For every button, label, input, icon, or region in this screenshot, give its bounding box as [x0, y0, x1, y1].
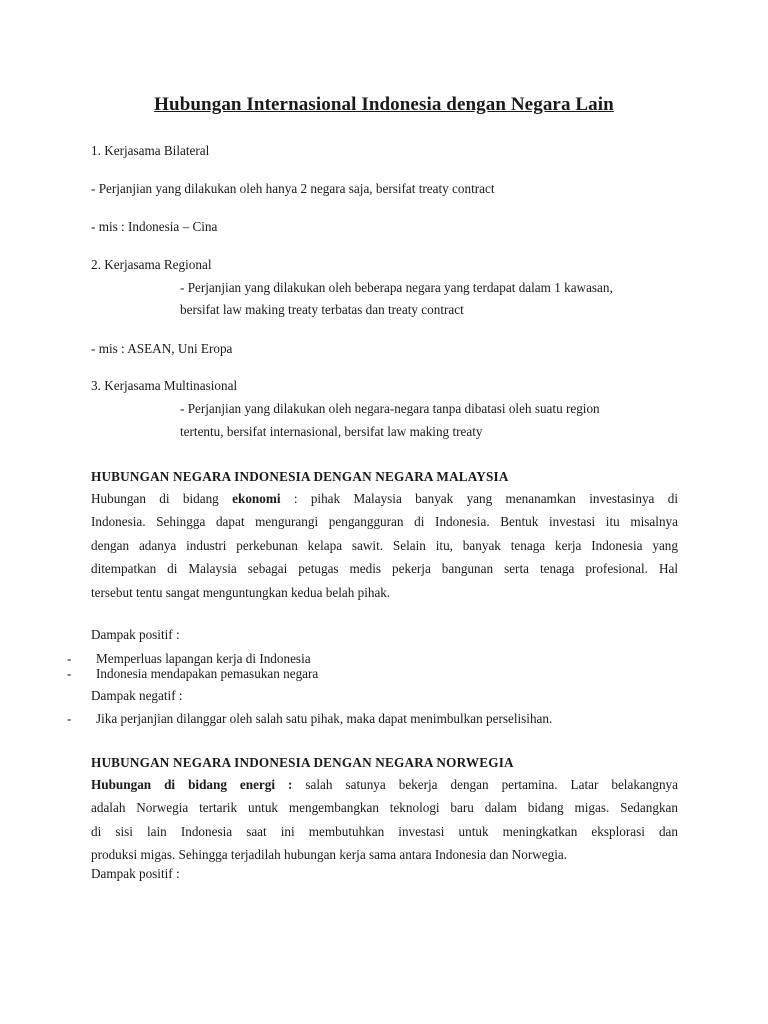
malaysia-paragraph-line: [91, 487, 678, 510]
norwegia-heading: HUBUNGAN NEGARA INDONESIA DENGAN NEGARA NORWEGIA: [91, 755, 514, 770]
norwegia-text: salah satunya bekerja dengan pertamina. Latar belakangnya: [292, 777, 678, 792]
norwegia-paragraph-line: adalah Norwegia tertarik untuk mengembangkan teknologi baru dalam bidang migas. Sedangkan: [91, 800, 678, 816]
bullet-dash: -: [67, 666, 72, 681]
page-title: Hubungan Internasional Indonesia dengan Negara Lain: [154, 94, 614, 115]
malaysia-text: : pihak Malaysia banyak yang menanamkan investasinya di: [280, 491, 678, 506]
bilateral-example: - mis : Indonesia – Cina: [91, 219, 218, 234]
norwegia-bold-term: Hubungan di bidang energi :: [91, 777, 293, 792]
bullet-dash: -: [67, 651, 72, 666]
norwegia-paragraph: [91, 773, 678, 867]
malaysia-paragraph-line: ditempatkan di Malaysia sebagai petugas medis pekerja bangunan serta tenaga profesional. Hal: [91, 561, 678, 577]
norwegia-positive-label: Dampak positif :: [91, 866, 180, 881]
malaysia-paragraph-line: tersebut tentu sangat menguntungkan kedua belah pihak.: [91, 584, 391, 600]
malaysia-paragraph-line: Indonesia. Sehingga dapat mengurangi pengangguran di Indonesia. Bentuk investasi itu misalnya: [91, 514, 678, 530]
bilateral-heading: 1. Kerjasama Bilateral: [91, 143, 210, 158]
malaysia-heading: HUBUNGAN NEGARA INDONESIA DENGAN NEGARA MALAYSIA: [91, 469, 509, 484]
malaysia-negative-label: Dampak negatif :: [91, 688, 183, 703]
regional-desc-line1: - Perjanjian yang dilakukan oleh beberapa negara yang terdapat dalam 1 kawasan,: [180, 280, 613, 295]
regional-example: - mis : ASEAN, Uni Eropa: [91, 341, 233, 356]
norwegia-paragraph-line: [91, 773, 678, 796]
malaysia-negative-item: Jika perjanjian dilanggar oleh salah satu pihak, maka dapat menimbulkan perselisihan.: [96, 711, 553, 726]
norwegia-paragraph-line: produksi migas. Sehingga terjadilah hubungan kerja sama antara Indonesia dan Norwegia.: [91, 847, 568, 863]
multinational-desc-line2: tertentu, bersifat internasional, bersifat law making treaty: [180, 424, 483, 439]
regional-desc-line2: bersifat law making treaty terbatas dan treaty contract: [180, 302, 464, 317]
norwegia-paragraph-line: di sisi lain Indonesia saat ini membutuhkan investasi untuk meningkatkan eksplorasi dan: [91, 823, 678, 839]
malaysia-positive-label: Dampak positif :: [91, 627, 180, 642]
malaysia-positive-item: Indonesia mendapakan pemasukan negara: [96, 666, 319, 681]
multinational-heading: 3. Kerjasama Multinasional: [91, 378, 238, 393]
malaysia-paragraph: [91, 487, 678, 604]
malaysia-text: Hubungan di bidang: [91, 491, 233, 506]
malaysia-positive-item: Memperluas lapangan kerja di Indonesia: [96, 651, 311, 666]
malaysia-bold-term: ekonomi: [232, 491, 281, 506]
multinational-desc-line1: - Perjanjian yang dilakukan oleh negara-negara tanpa dibatasi oleh suatu region: [180, 401, 600, 416]
malaysia-paragraph-line: dengan adanya industri perkebunan kelapa sawit. Selain itu, banyak tenaga kerja Indonesia yang: [91, 537, 678, 553]
bullet-dash: -: [67, 711, 72, 726]
regional-heading: 2. Kerjasama Regional: [91, 257, 212, 272]
bilateral-desc: - Perjanjian yang dilakukan oleh hanya 2 negara saja, bersifat treaty contract: [91, 181, 495, 196]
